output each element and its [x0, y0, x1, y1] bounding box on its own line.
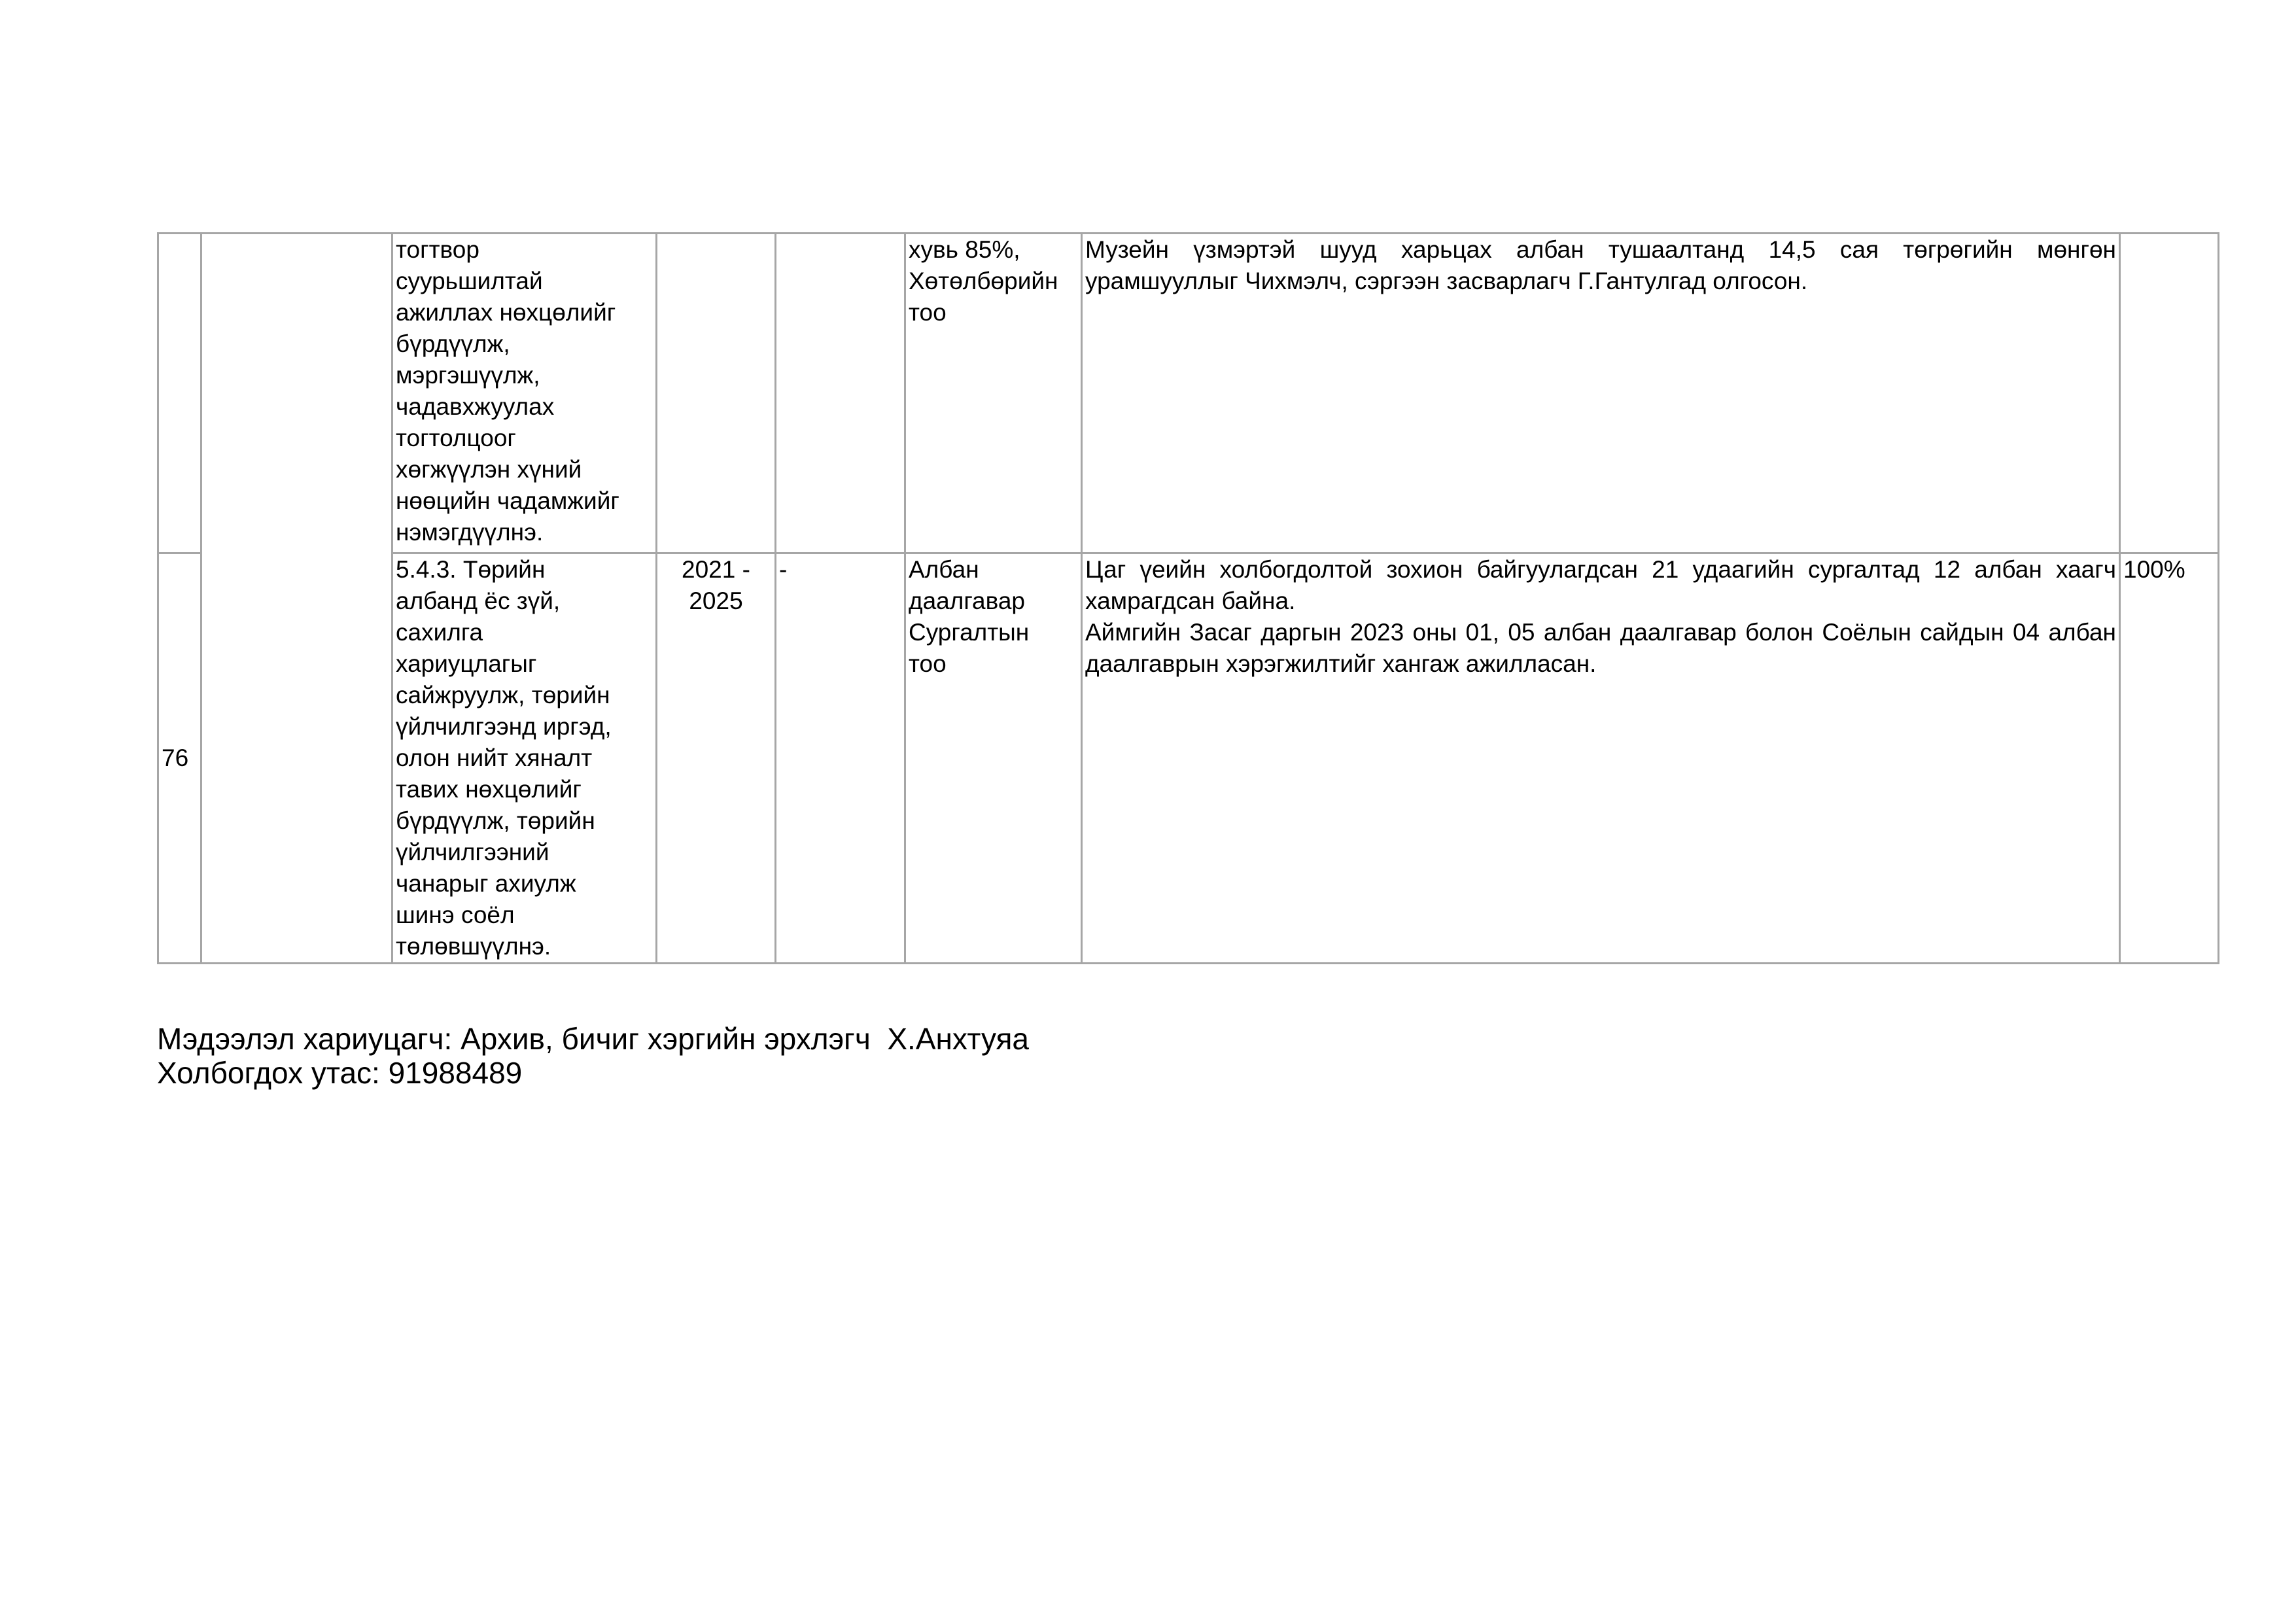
percent-text: 100%: [2123, 556, 2185, 583]
group-cell: [201, 234, 392, 964]
result-line: Аймгийн Засаг даргын 2023 оны 01, 05 албан даалгавар болон Соёлын сайдын 04 албан даалгаврын хэрэгжилтийг хангаж ажилласан.: [1085, 619, 2116, 677]
activity-text: 5.4.3. Төрийн албанд ёс зүй, сахилга хариуцлагыг сайжруулж, төрийн үйлчилгээнд иргэд, олон нийт хяналт тавих нөхцөлийг бүрдүүлж, төрийн үйлчилгээний чанарыг ахиулж шинэ соёл төлөвшүүлнэ.: [396, 556, 612, 960]
result-cell: [1082, 553, 2120, 964]
row-number-cell: [158, 234, 201, 553]
result-line: Цаг үеийн холбогдолтой зохион байгуулагдсан 21 удаагийн сургалтад 12 албан хаагч хамрагдсан байна.: [1085, 556, 2116, 614]
period-cell: [657, 553, 776, 964]
indicator-text: Албан даалгавар Сургалтын тоо: [909, 556, 1030, 677]
result-cell: [1082, 234, 2120, 553]
period-cell: [657, 234, 776, 553]
indicator-cell: [905, 553, 1082, 964]
period-text: 2021 - 2025: [682, 556, 750, 614]
row-number-cell: [158, 553, 201, 964]
activity-cell: [392, 234, 657, 553]
responsible-person: Мэдээлэл хариуцагч: Архив, бичиг хэргийн эрхлэгч Х.Анхтуяа: [157, 1022, 1029, 1056]
table-row: [158, 553, 2219, 964]
contact-footer: [157, 1022, 1029, 1090]
budget-text: -: [779, 556, 788, 583]
result-text: Музейн үзмэртэй шууд харьцах албан тушаалтанд 14,5 сая төгрөгийн мөнгөн урамшууллыг Чихмэлч, сэргээн засварлагч Г.Гантулгад олгосон.: [1085, 236, 2116, 294]
percent-cell: [2120, 234, 2219, 553]
indicator-cell: [905, 234, 1082, 553]
activity-cell: [392, 553, 657, 964]
contact-phone: Холбогдох утас: 91988489: [157, 1056, 523, 1090]
table-row: [158, 234, 2219, 553]
report-table: [157, 232, 2219, 964]
percent-cell: [2120, 553, 2219, 964]
budget-cell: [776, 234, 905, 553]
activity-text: тогтвор суурьшилтай ажиллах нөхцөлийг бүрдүүлж, мэргэшүүлж, чадавхжуулах тогтолцоог хөгжүүлэн хүний нөөцийн чадамжийг нэмэгдүүлнэ.: [396, 236, 619, 546]
row-number: 76: [162, 744, 189, 771]
indicator-text: хувь 85%, Хөтөлбөрийн тоо: [909, 236, 1058, 326]
budget-cell: [776, 553, 905, 964]
